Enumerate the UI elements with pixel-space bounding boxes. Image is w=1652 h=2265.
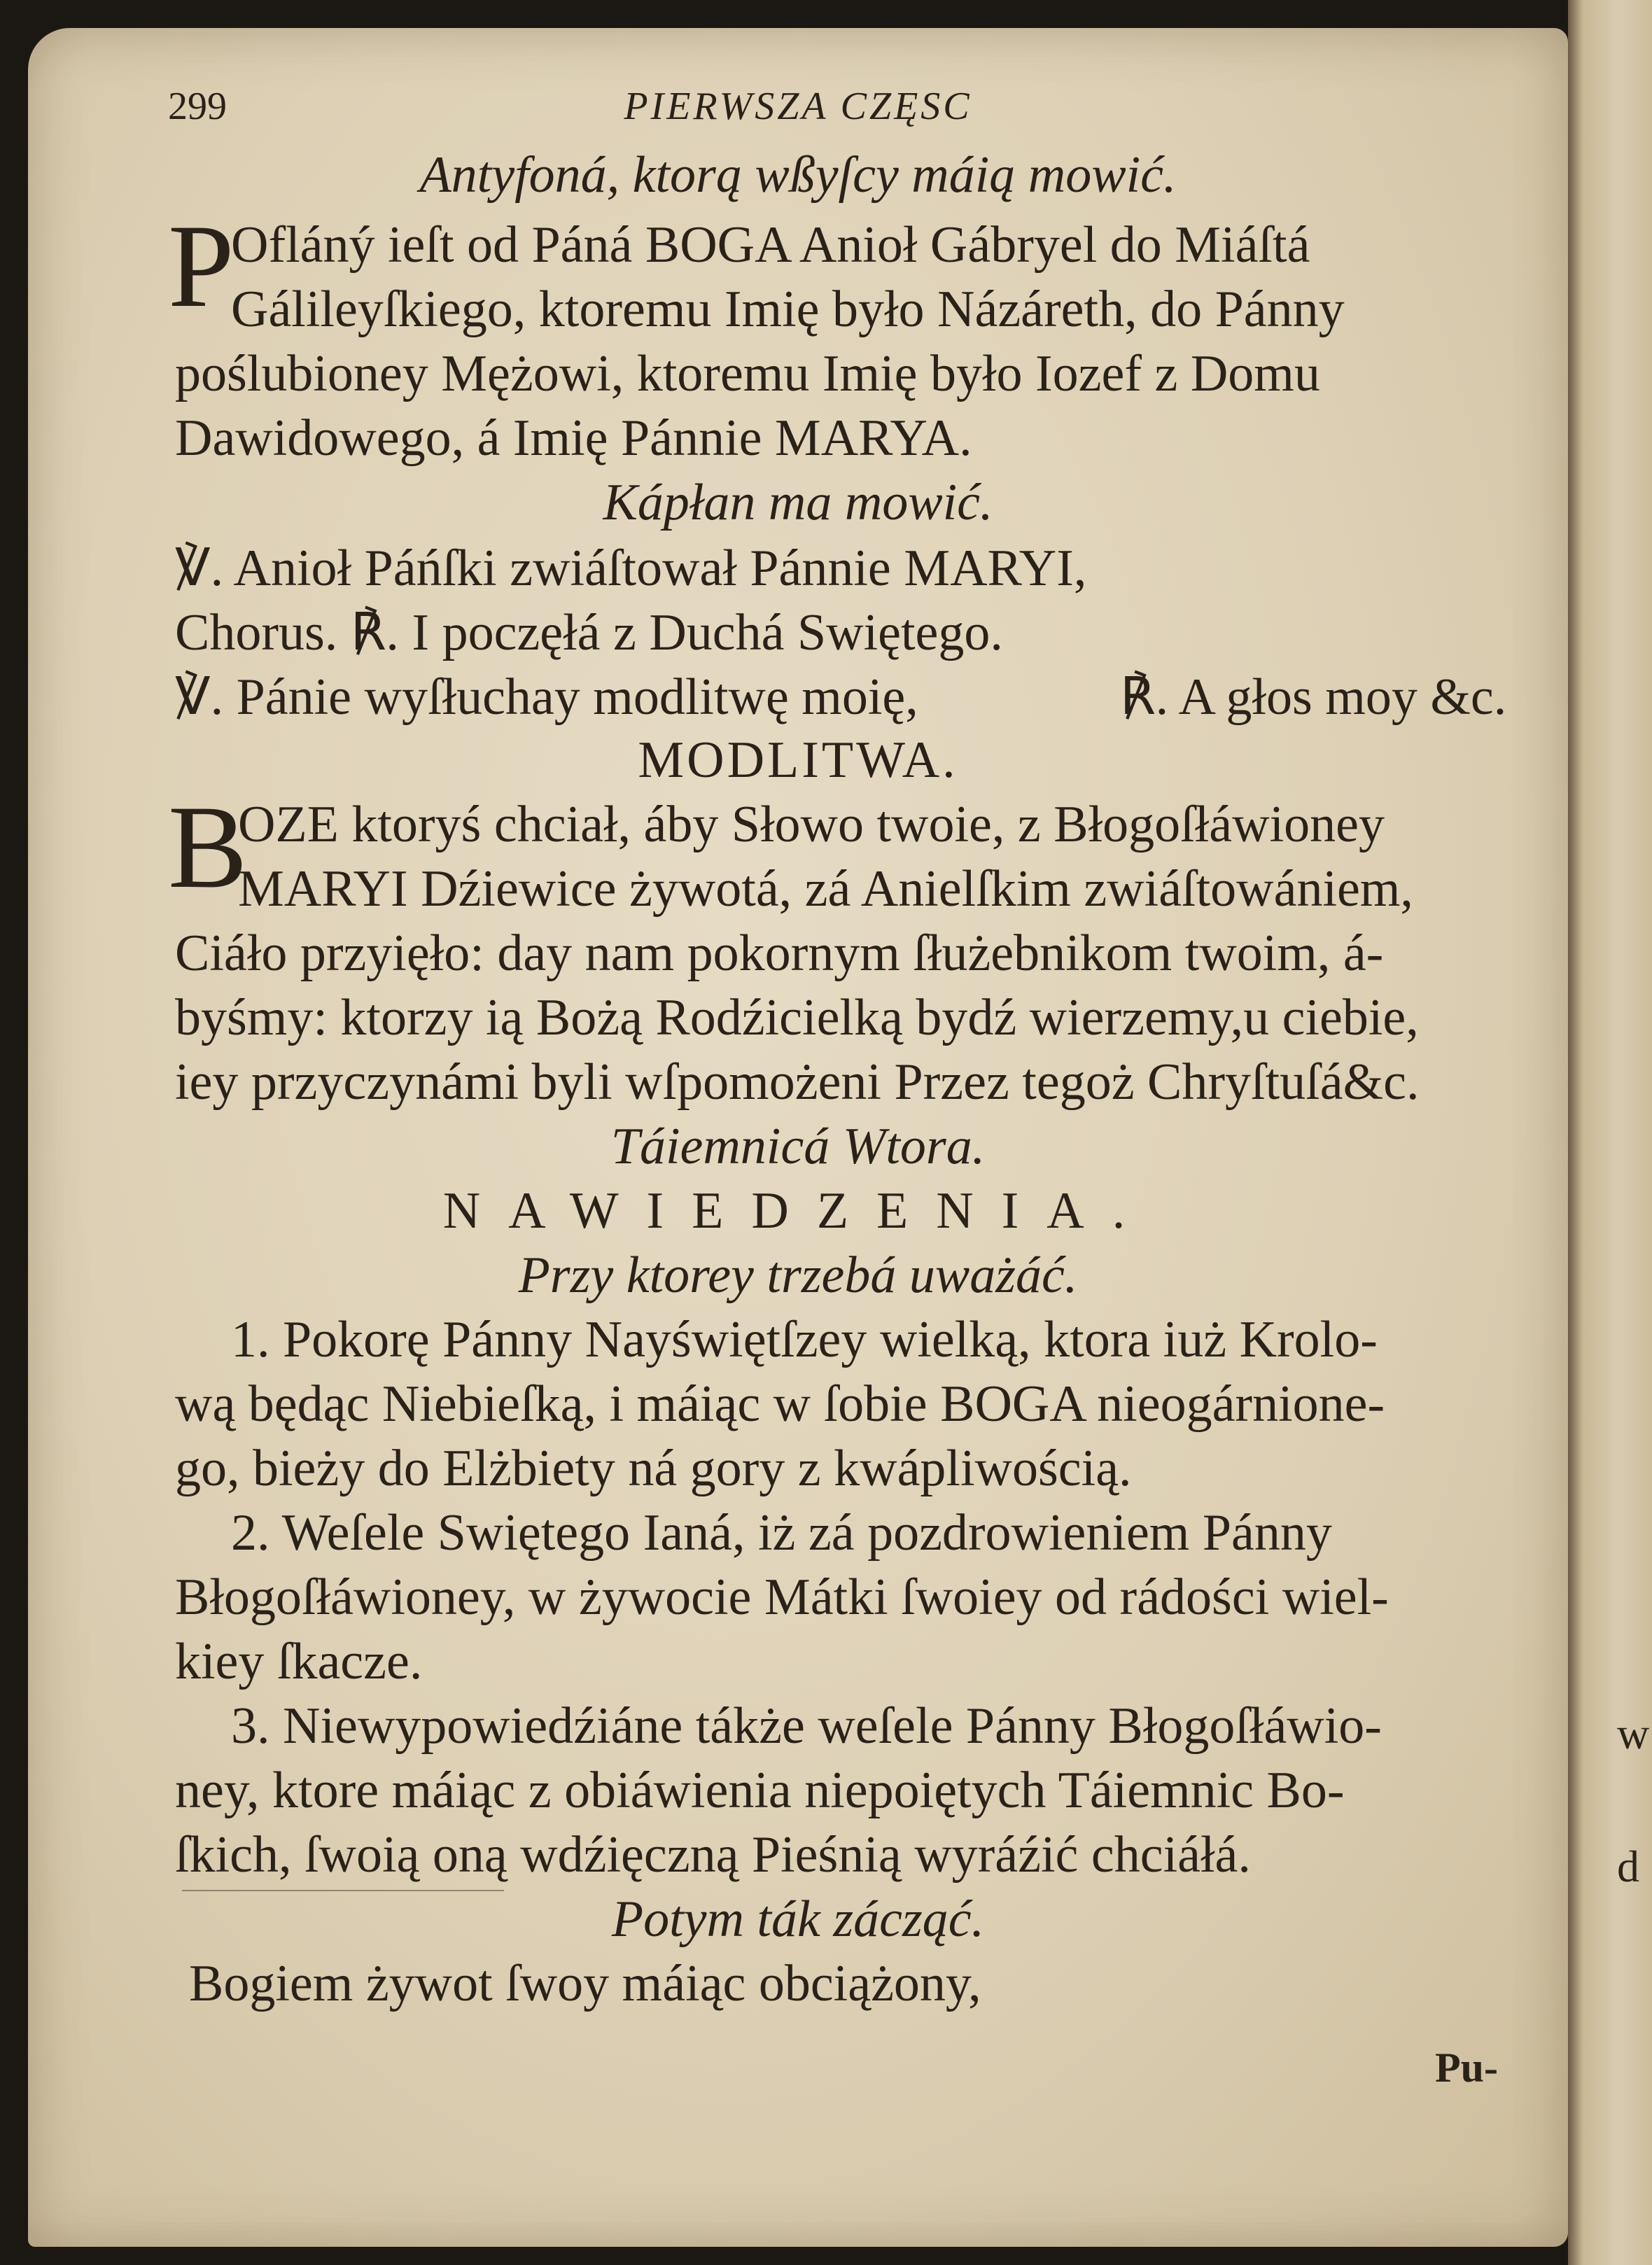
text-line: Gálileyſkiego, ktoremu Imię było Názáreth, do Pánny (231, 281, 1345, 338)
running-title: PIERWSZA CZĘSC (624, 85, 972, 128)
closing-heading: Potym ták zácząć. (611, 1891, 985, 1948)
prayer-heading: MODLITWA. (638, 731, 958, 789)
text-line: kiey ſkacze. (175, 1633, 423, 1690)
text-line: MARYI Dźiewice żywotá, zá Anielſkim zwiáſtowániem, (238, 860, 1413, 918)
mystery-title: NAWIEDZENIA. (442, 1182, 1154, 1240)
mystery-subheading: Przy ktorey trzebá uważáć. (518, 1247, 1078, 1304)
book-page (28, 28, 1568, 2247)
page-number: 299 (168, 85, 227, 128)
adjacent-page-letter: d (1617, 1842, 1639, 1891)
versicle-line: ℣. Anioł Páńſki zwiáſtował Pánnie MARYI, (175, 540, 1087, 597)
text-line: Ofláný ieſt od Páná BOGA Anioł Gábryel do Miáſtá (231, 216, 1310, 274)
text-line: byśmy: ktorzy ią Bożą Rodźicielką bydź wierzemy,u ciebie, (175, 989, 1419, 1046)
text-line: ney, ktore máiąc z obiáwienia niepoiętych Táiemnic Bo- (175, 1762, 1345, 1819)
text-line: ſkich, ſwoią oną wdźięczną Pieśnią wyráźić chciáłá. (175, 1826, 1251, 1884)
response-line: ℟. A głos moy &c. (1120, 668, 1507, 726)
dropcap-b: B (168, 781, 248, 913)
text-line: 2. Weſele Swiętego Ianá, iż zá pozdrowieniem Pánny (231, 1504, 1332, 1562)
text-line: 3. Niewypowiedźiáne tákże weſele Pánny Błogoſłáwio- (231, 1697, 1382, 1755)
adjacent-page-letter: w (1617, 1709, 1650, 1758)
versicle-line: ℣. Pánie wyſłuchay modlitwę moię, (175, 668, 918, 726)
dropcap-p: P (168, 200, 234, 332)
adjacent-page-edge (1568, 0, 1652, 2265)
text-line: Ciáło przyięło: day nam pokornym ſłużebnikom twoim, á- (175, 925, 1384, 982)
versicle-line: Chorus. ℟. I poczęłá z Duchá Swiętego. (175, 604, 1003, 661)
text-line: go, bieży do Elżbiety ná gory z kwápliwością. (175, 1440, 1132, 1497)
text-line: 1. Pokorę Pánny Nayświętſzey wielką, ktora iuż Krolo- (231, 1311, 1378, 1368)
catchword: Pu- (1435, 2045, 1498, 2091)
text-line: poślubioney Mężowi, ktoremu Imię było Iozef z Domu (175, 345, 1320, 402)
antiphon-heading: Antyfoná, ktorą wßyſcy máią mowić. (419, 146, 1177, 204)
text-line: Dawidowego, á Imię Pánnie MARYA. (175, 409, 972, 467)
text-line: wą będąc Niebieſką, i máiąc w ſobie BOGA nieogárnione- (175, 1375, 1385, 1433)
text-line: iey przyczynámi byli wſpomożeni Przez tegoż Chryſtuſá&c. (175, 1053, 1420, 1111)
priest-heading: Kápłan ma mowić. (603, 474, 993, 531)
closing-line: Bogiem żywot ſwoy máiąc obciążony, (189, 1955, 981, 2012)
text-line: Błogoſłáwioney, w żywocie Mátki ſwoiey od rádości wiel- (175, 1569, 1389, 1626)
text-line: OZE ktoryś chciał, áby Słowo twoie, z Błogoſłáwioney (238, 796, 1385, 853)
mystery-heading: Táiemnicá Wtora. (610, 1118, 986, 1175)
